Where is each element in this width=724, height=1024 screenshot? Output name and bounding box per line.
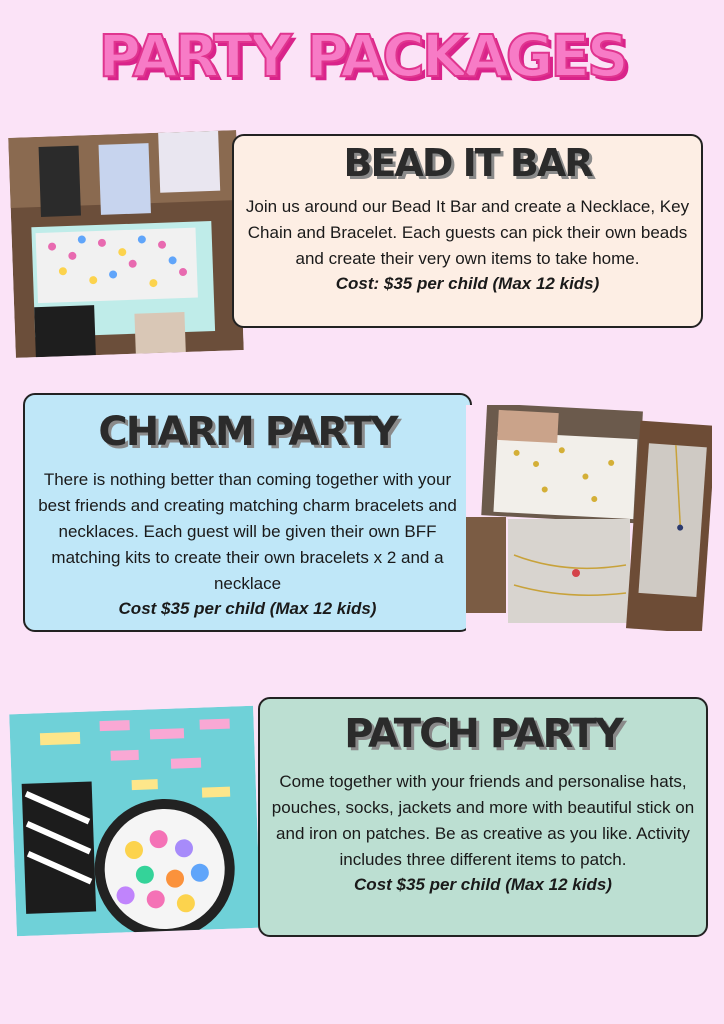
card-title: PATCH PARTY [344, 711, 622, 757]
patch-party-photo [9, 706, 261, 936]
card-description: There is nothing better than coming together with your best friends and creating matching charm bracelets and necklaces. Each guest will be given their own BFF matching kits to create their own bracelets x 2 and a necklace [38, 470, 457, 593]
card-cost: Cost: $35 per child (Max 12 kids) [335, 274, 600, 293]
card-title: BEAD IT BAR [343, 141, 592, 185]
page-title: PARTY PACKAGES [98, 22, 626, 90]
bead-it-bar-card [232, 134, 703, 328]
bead-bar-photo [8, 130, 244, 358]
card-description: Come together with your friends and personalise hats, pouches, socks, jackets and more with beautiful stick on and iron on patches. Be as creative as you like. Activity includes three different items to patch. [271, 772, 695, 869]
card-title: CHARM PARTY [98, 409, 397, 455]
charm-party-photo [466, 405, 712, 631]
charm-party-card [23, 393, 472, 632]
card-cost: Cost $35 per child (Max 12 kids) [118, 599, 377, 618]
card-description: Join us around our Bead It Bar and create a Necklace, Key Chain and Bracelet. Each guests can pick their own beads and create their very own items to take home. [245, 197, 690, 268]
card-cost: Cost $35 per child (Max 12 kids) [354, 875, 612, 894]
patch-party-card [258, 697, 708, 937]
